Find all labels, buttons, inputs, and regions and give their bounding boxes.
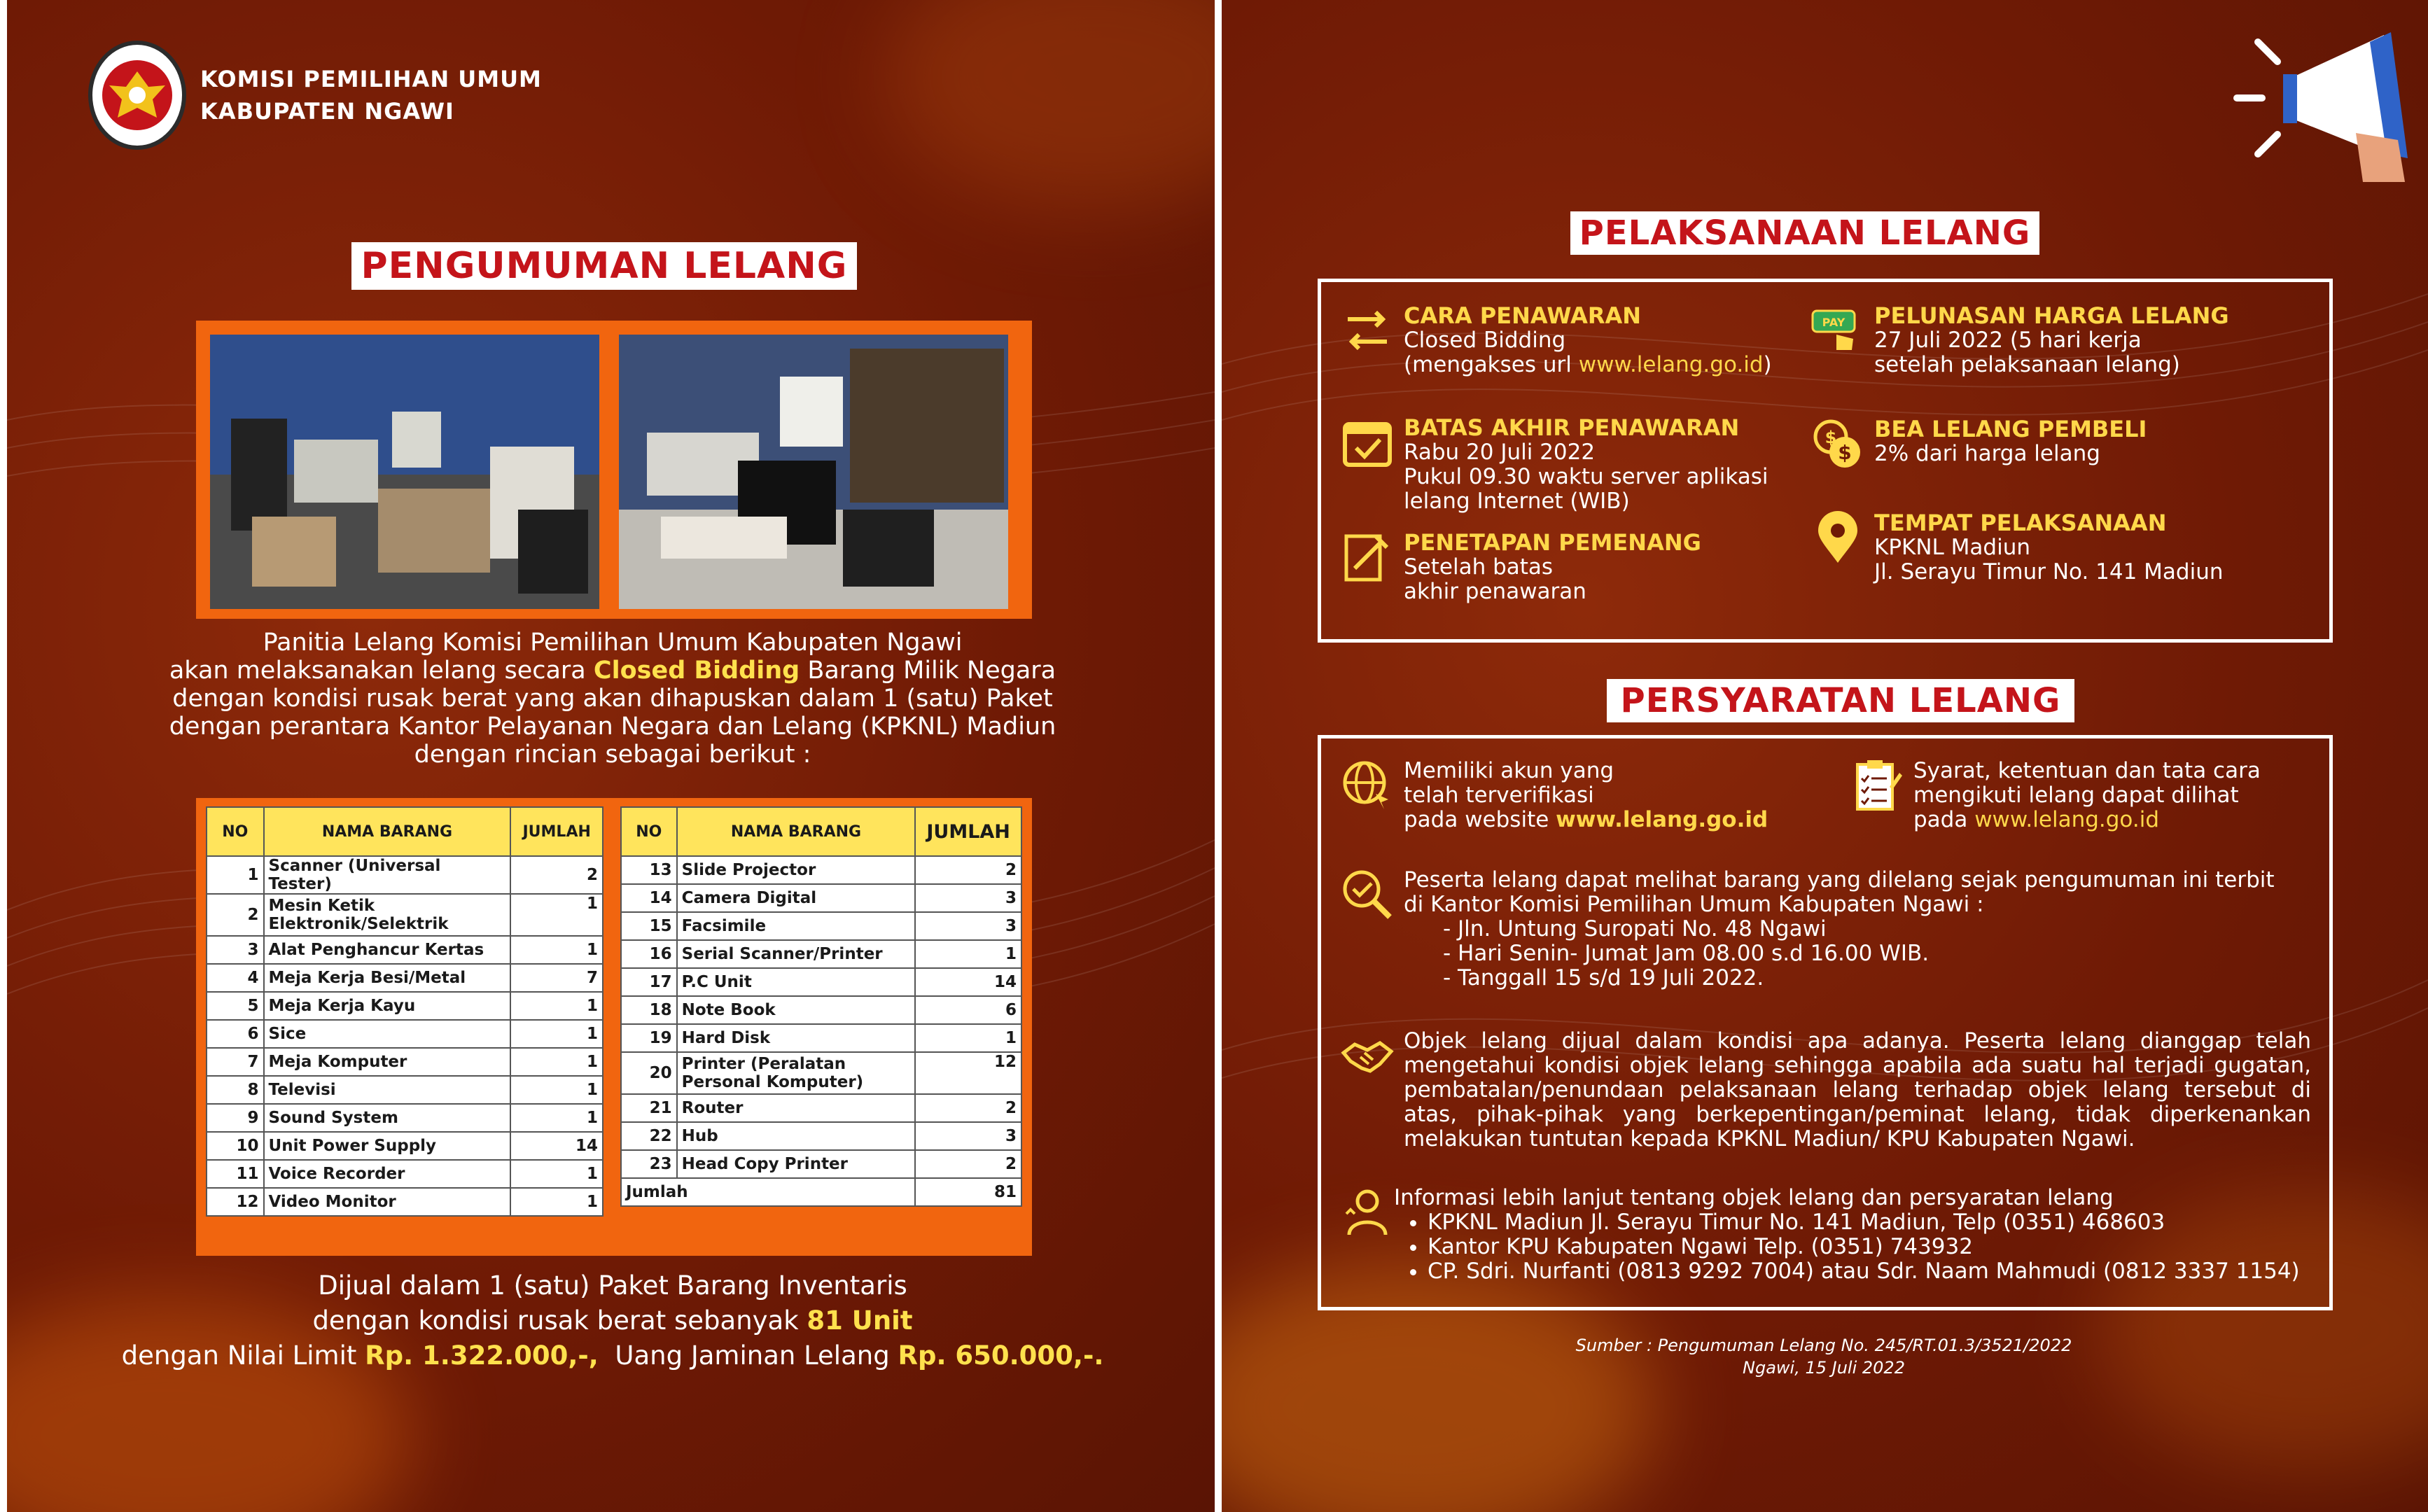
table-row: [621, 940, 1021, 968]
peserta-line: - Hari Senin- Jumat Jam 08.00 s.d 16.00 WIB.: [1443, 941, 1930, 966]
info-contact: [1341, 1186, 2300, 1284]
cell-nama-barang: Slide Projector: [677, 856, 916, 884]
table-row: [621, 1122, 1021, 1150]
calendar-check-icon: [1341, 416, 1394, 469]
lelang-url-link[interactable]: www.lelang.go.id: [1578, 352, 1764, 377]
inventory-table-left: [206, 806, 603, 1217]
org-name: [200, 63, 542, 127]
intro-line: [133, 657, 1092, 685]
total-value: 81: [915, 1178, 1021, 1206]
intro-line: dengan rincian sebagai berikut :: [414, 741, 811, 769]
col-header-nama-barang: NAMA BARANG: [677, 807, 916, 856]
intro-line: dengan kondisi rusak berat yang akan dihapuskan dalam 1 (satu) Paket: [172, 685, 1053, 713]
coins-icon: [1811, 417, 1864, 470]
pelunasan-heading: PELUNASAN HARGA LELANG: [1874, 302, 2229, 329]
cell-jumlah: 2: [510, 856, 603, 894]
photo-image: [619, 335, 1008, 609]
summary-line: [112, 1303, 1113, 1338]
syarat-line: mengikuti lelang dapat dilihat: [1913, 783, 2239, 808]
batas-akhir-penawaran: [1341, 416, 1768, 514]
intro-line: dengan perantara Kantor Pelayanan Negara dan Lelang (KPKNL) Madiun: [169, 713, 1056, 741]
table-row: [207, 964, 603, 992]
table-row: [621, 884, 1021, 912]
peserta-viewing: [1341, 868, 2275, 990]
cell-nama-barang: Head Copy Printer: [677, 1150, 916, 1178]
intro-text: Barang Milik Negara: [800, 657, 1056, 685]
cell-jumlah: 12: [915, 1052, 1021, 1094]
table-row: [207, 1132, 603, 1160]
table-row: [621, 968, 1021, 996]
contact-person-icon: [1341, 1186, 1394, 1239]
contact-list-item: • CP. Sdri. Nurfanti (0813 9292 7004) atau Sdr. Naam Mahmudi (0812 3337 1154): [1428, 1259, 2300, 1284]
summary-text: Uang Jaminan Lelang: [598, 1340, 898, 1371]
summary-line: [112, 1338, 1113, 1373]
cell-no: 23: [621, 1150, 677, 1178]
cell-nama-barang: Meja Kerja Kayu: [264, 992, 511, 1020]
batas-line: lelang Internet (WIB): [1404, 489, 1630, 514]
col-header-jumlah: JUMLAH: [510, 807, 603, 856]
cara-heading: CARA PENAWARAN: [1404, 302, 1642, 329]
photo-inventory-2: [619, 335, 1008, 609]
photo-frame: [196, 321, 1032, 619]
cell-jumlah: 1: [510, 1020, 603, 1048]
cell-nama-barang: Sound System: [264, 1104, 511, 1132]
tempat-heading: TEMPAT PELAKSANAAN: [1874, 510, 2167, 536]
table-row: [207, 856, 603, 894]
cell-nama-barang: Router: [677, 1094, 916, 1122]
clipboard-checklist-icon: [1850, 759, 1904, 812]
table-row: [207, 1188, 603, 1216]
table-row: [621, 1052, 1021, 1094]
cell-jumlah: 3: [915, 884, 1021, 912]
summary-line: Dijual dalam 1 (satu) Paket Barang Inventaris: [318, 1270, 907, 1301]
table-row: [207, 1104, 603, 1132]
source-line: Sumber : Pengumuman Lelang No. 245/RT.01.3/3521/2022: [1575, 1336, 2072, 1355]
cell-no: 14: [621, 884, 677, 912]
cell-no: 19: [621, 1024, 677, 1052]
inventory-table-frame: [196, 798, 1032, 1256]
cell-no: 11: [207, 1160, 264, 1188]
total-label: Jumlah: [621, 1178, 915, 1206]
right-page: [1222, 0, 2428, 1512]
exchange-arrows-icon: [1341, 304, 1394, 357]
col-header-no: NO: [207, 807, 264, 856]
table-row: [621, 1024, 1021, 1052]
cell-jumlah: 1: [510, 894, 603, 936]
akun-requirement: [1341, 759, 1768, 832]
peserta-line: Peserta lelang dapat melihat barang yang dilelang sejak pengumuman ini terbit: [1404, 867, 2275, 892]
cell-nama-barang: Video Monitor: [264, 1188, 511, 1216]
cell-jumlah: 1: [510, 1160, 603, 1188]
akun-line: telah terverifikasi: [1404, 783, 1594, 808]
syarat-line: Syarat, ketentuan dan tata cara: [1913, 758, 2261, 783]
pelunasan-harga: [1811, 304, 2229, 377]
syarat-text: pada: [1913, 807, 1975, 832]
table-row: [207, 1076, 603, 1104]
cell-no: 1: [207, 856, 264, 894]
cell-jumlah: 1: [510, 936, 603, 964]
handshake-icon: [1341, 1029, 1394, 1082]
contact-list-item: • KPKNL Madiun Jl. Serayu Timur No. 141 Madiun, Telp (0351) 468603: [1428, 1210, 2300, 1235]
peserta-line: - Jln. Untung Suropati No. 48 Ngawi: [1443, 916, 1827, 941]
cell-jumlah: 1: [510, 1104, 603, 1132]
penetapan-line: akhir penawaran: [1404, 579, 1586, 604]
cara-text: (mengakses url: [1404, 352, 1579, 377]
sale-summary: [112, 1268, 1113, 1373]
table-row: [207, 1048, 603, 1076]
cell-no: 7: [207, 1048, 264, 1076]
magnifier-check-icon: [1341, 868, 1394, 921]
cell-nama-barang: Camera Digital: [677, 884, 916, 912]
table-total-row: [621, 1178, 1021, 1206]
cell-nama-barang: Voice Recorder: [264, 1160, 511, 1188]
table-row: [621, 996, 1021, 1024]
cell-nama-barang: Alat Penghancur Kertas: [264, 936, 511, 964]
cell-nama-barang: Serial Scanner/Printer: [677, 940, 916, 968]
cell-nama-barang: Facsimile: [677, 912, 916, 940]
cell-nama-barang: Hard Disk: [677, 1024, 916, 1052]
intro-line: Panitia Lelang Komisi Pemilihan Umum Kabupaten Ngawi: [263, 629, 963, 657]
bea-heading: BEA LELANG PEMBELI: [1874, 416, 2147, 442]
cell-jumlah: 1: [510, 1188, 603, 1216]
lelang-url-link[interactable]: www.lelang.go.id: [1974, 807, 2159, 832]
org-header: [88, 41, 542, 150]
cell-jumlah: 14: [915, 968, 1021, 996]
gavel-document-icon: [1341, 531, 1394, 584]
cara-line: [1404, 353, 1772, 377]
left-page: [7, 0, 1215, 1512]
source-note: [1523, 1334, 2125, 1379]
cell-no: 20: [621, 1052, 677, 1094]
cell-jumlah: 1: [510, 1048, 603, 1076]
batas-line: Pukul 09.30 waktu server aplikasi: [1404, 464, 1768, 489]
summary-text: dengan kondisi rusak berat sebanyak: [312, 1306, 807, 1336]
svg-text:$: $: [1825, 428, 1837, 447]
contact-list-item: • Kantor KPU Kabupaten Ngawi Telp. (0351) 743932: [1428, 1235, 2300, 1259]
unit-count-highlight: 81 Unit: [807, 1306, 913, 1336]
cell-nama-barang: Televisi: [264, 1076, 511, 1104]
persyaratan-title: PERSYARATAN LELANG: [1607, 679, 2074, 722]
batas-line: Rabu 20 Juli 2022: [1404, 440, 1596, 465]
cell-jumlah: 14: [510, 1132, 603, 1160]
tempat-line: KPKNL Madiun: [1874, 535, 2030, 560]
cell-jumlah: 6: [915, 996, 1021, 1024]
syarat-line: [1913, 808, 2261, 832]
svg-text:$: $: [1838, 441, 1852, 464]
cell-no: 13: [621, 856, 677, 884]
table-row: [621, 1094, 1021, 1122]
info-line: Informasi lebih lanjut tentang objek lelang dan persyaratan lelang: [1394, 1185, 2114, 1210]
cell-jumlah: 2: [915, 856, 1021, 884]
cell-no: 4: [207, 964, 264, 992]
cell-jumlah: 2: [915, 1094, 1021, 1122]
table-row: [207, 894, 603, 936]
lelang-url-link[interactable]: www.lelang.go.id: [1556, 807, 1768, 832]
cell-no: 8: [207, 1076, 264, 1104]
garuda-emblem-icon: [92, 45, 182, 146]
cell-nama-barang: Sice: [264, 1020, 511, 1048]
batas-heading: BATAS AKHIR PENAWARAN: [1404, 414, 1740, 441]
pelunasan-line: 27 Juli 2022 (5 hari kerja: [1874, 328, 2142, 353]
pelaksanaan-title: PELAKSANAAN LELANG: [1570, 211, 2039, 255]
cell-nama-barang: Printer (Peralatan Personal Komputer): [677, 1052, 916, 1094]
inventory-table-right: [620, 806, 1022, 1207]
contact-list: [1394, 1210, 2300, 1284]
penetapan-line: Setelah batas: [1404, 554, 1554, 580]
table-row: [621, 856, 1021, 884]
bea-lelang: [1811, 417, 2147, 470]
tempat-line: Jl. Serayu Timur No. 141 Madiun: [1874, 559, 2224, 584]
table-row: [207, 1160, 603, 1188]
cell-jumlah: 3: [915, 1122, 1021, 1150]
kpu-logo: [88, 41, 186, 150]
summary-text: dengan Nilai Limit: [121, 1340, 365, 1371]
cell-nama-barang: Unit Power Supply: [264, 1132, 511, 1160]
peserta-line: di Kantor Komisi Pemilihan Umum Kabupaten Ngawi :: [1404, 892, 1984, 917]
limit-value-highlight: Rp. 1.322.000,-,: [365, 1340, 599, 1371]
cell-jumlah: 1: [915, 1024, 1021, 1052]
cara-penawaran: [1341, 304, 1772, 377]
intro-paragraph: [133, 629, 1092, 769]
megaphone-icon: [2216, 28, 2426, 189]
cell-nama-barang: Meja Kerja Besi/Metal: [264, 964, 511, 992]
cell-no: 17: [621, 968, 677, 996]
cell-nama-barang: Note Book: [677, 996, 916, 1024]
peserta-line: - Tanggall 15 s/d 19 Juli 2022.: [1443, 965, 1764, 990]
cell-jumlah: 7: [510, 964, 603, 992]
cell-nama-barang: Hub: [677, 1122, 916, 1150]
cell-no: 5: [207, 992, 264, 1020]
cell-jumlah: 1: [510, 1076, 603, 1104]
cell-nama-barang: Scanner (Universal Tester): [264, 856, 511, 894]
objek-paragraph: Objek lelang dijual dalam kondisi apa adanya. Peserta lelang dianggap telah mengetahui kondisi objek lelang sehingga apabila ada suatu hal terjadi gugatan, pembatalan/penundaan pelaksanaan lelang terhadap objek lelang tersebut di atas, pihak-pihak yang berkepentingan/peminat lelang, tidak diperkenankan melakukan tuntutan kepada KPKNL Madiun/ KPU Kabupaten Ngawi.: [1404, 1028, 2311, 1152]
cell-nama-barang: P.C Unit: [677, 968, 916, 996]
cell-no: 21: [621, 1094, 677, 1122]
cell-no: 22: [621, 1122, 677, 1150]
col-header-no: NO: [621, 807, 677, 856]
table-row: [621, 912, 1021, 940]
objek-condition: [1341, 1029, 2311, 1152]
org-name-line2: KABUPATEN NGAWI: [200, 98, 454, 125]
akun-line: Memiliki akun yang: [1404, 758, 1614, 783]
cell-no: 2: [207, 894, 264, 936]
akun-line: [1404, 808, 1768, 832]
table-row: [621, 1150, 1021, 1178]
source-date: Ngawi, 15 Juli 2022: [1743, 1358, 1905, 1378]
photo-image: [210, 335, 599, 609]
cell-jumlah: 3: [915, 912, 1021, 940]
www-globe-icon: [1341, 759, 1394, 812]
pay-hand-icon: [1811, 304, 1864, 357]
cell-no: 6: [207, 1020, 264, 1048]
cell-no: 3: [207, 936, 264, 964]
cell-nama-barang: Mesin Ketik Elektronik/Selektrik: [264, 894, 511, 936]
cell-no: 9: [207, 1104, 264, 1132]
cell-no: 10: [207, 1132, 264, 1160]
closed-bidding-highlight: Closed Bidding: [593, 657, 800, 685]
cell-jumlah: 1: [510, 992, 603, 1020]
location-pin-icon: [1811, 511, 1864, 564]
intro-text: akan melaksanakan lelang secara: [169, 657, 594, 685]
syarat-requirement: [1850, 759, 2261, 832]
penetapan-heading: PENETAPAN PEMENANG: [1404, 529, 1701, 556]
pelunasan-line: setelah pelaksanaan lelang): [1874, 352, 2180, 377]
col-header-jumlah: JUMLAH: [915, 807, 1021, 856]
cell-nama-barang: Meja Komputer: [264, 1048, 511, 1076]
org-name-line1: KOMISI PEMILIHAN UMUM: [200, 66, 542, 92]
page-title: PENGUMUMAN LELANG: [351, 242, 857, 290]
deposit-value-highlight: Rp. 650.000,-.: [898, 1340, 1104, 1371]
tempat-pelaksanaan: [1811, 511, 2224, 584]
penetapan-pemenang: [1341, 531, 1701, 604]
table-row: [207, 992, 603, 1020]
pay-icon-text: PAY: [1822, 316, 1846, 329]
cell-no: 16: [621, 940, 677, 968]
cell-jumlah: 2: [915, 1150, 1021, 1178]
table-row: [207, 1020, 603, 1048]
photo-inventory-1: [210, 335, 599, 609]
cell-jumlah: 1: [915, 940, 1021, 968]
col-header-nama-barang: NAMA BARANG: [264, 807, 511, 856]
cell-no: 18: [621, 996, 677, 1024]
cara-line: Closed Bidding: [1404, 328, 1566, 353]
akun-text: pada website: [1404, 807, 1556, 832]
cell-no: 15: [621, 912, 677, 940]
bea-line: 2% dari harga lelang: [1874, 441, 2100, 466]
cara-text: ): [1763, 352, 1772, 377]
cell-no: 12: [207, 1188, 264, 1216]
table-row: [207, 936, 603, 964]
